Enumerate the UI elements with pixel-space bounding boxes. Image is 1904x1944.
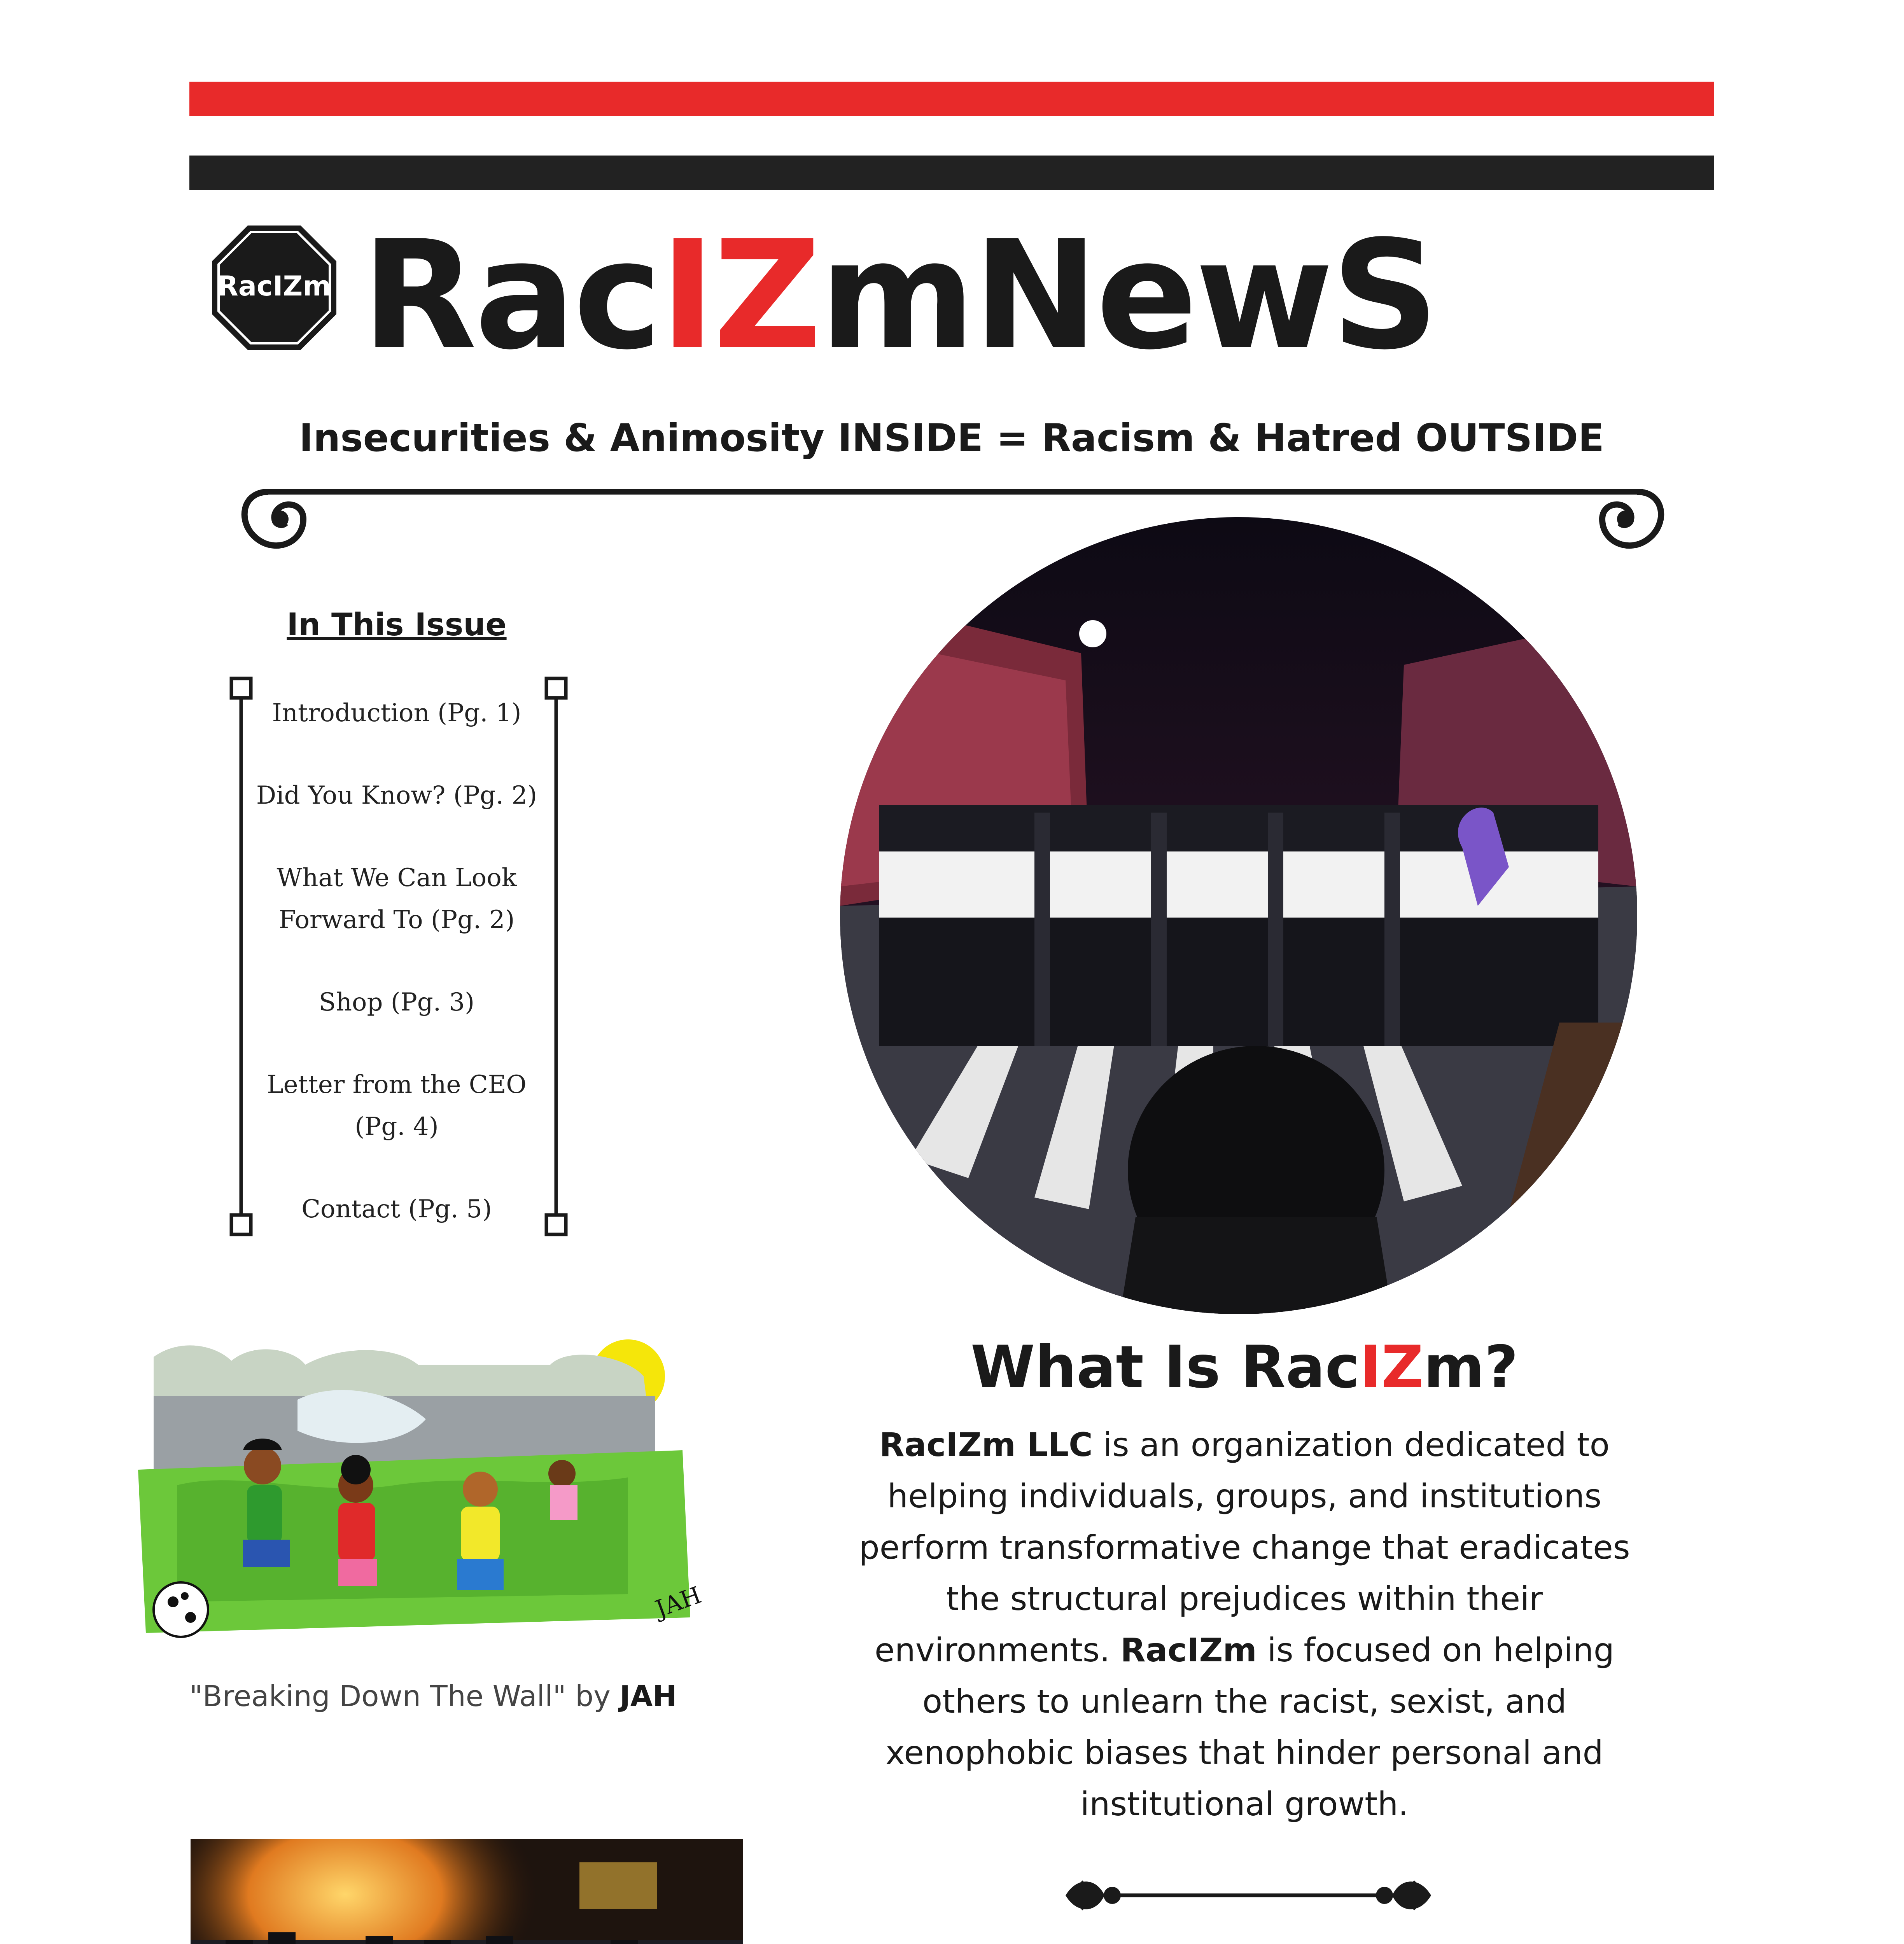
masthead-title — [362, 208, 1437, 383]
toc-heading: In This Issue — [287, 607, 507, 643]
about-paragraph — [848, 1419, 1641, 1830]
masthead-title-accent: IZ — [660, 208, 819, 383]
section-title-part1: What Is Rac — [970, 1334, 1360, 1401]
protest-photo-circle — [840, 517, 1637, 1314]
masthead-title-part1: Rac — [362, 208, 660, 383]
illustration-caption — [189, 1680, 695, 1713]
protest-photo-rect — [191, 1839, 743, 1944]
section-title-accent: IZ — [1360, 1334, 1424, 1401]
top-dark-bar — [189, 156, 1714, 190]
illustration-signature: JAH — [652, 1581, 705, 1623]
about-text-2: is focused on helping others to unlearn the racist, sexist, and xenophobic biases that hinder personal and institutional growth. — [886, 1631, 1615, 1823]
scroll-divider — [233, 476, 1672, 566]
toc-item-shop[interactable]: Shop (Pg. 3) — [318, 988, 475, 1017]
toc-list — [253, 692, 541, 1271]
logo-text: RacIZm — [217, 270, 331, 302]
toc-item-ceo-letter[interactable]: Letter from the CEO (Pg. 4) — [267, 1070, 527, 1141]
caption-author: JAH — [620, 1680, 677, 1713]
section-title-part2: m? — [1423, 1334, 1519, 1401]
caption-prefix: "Breaking Down The Wall" by — [189, 1680, 620, 1713]
breaking-down-the-wall-illustration — [122, 1322, 714, 1664]
toc-item-introduction[interactable]: Introduction (Pg. 1) — [272, 699, 522, 727]
top-red-bar — [189, 82, 1714, 116]
about-text-1: is an organization dedicated to helping individuals, groups, and institutions perform transformative change that eradicates the structural prejudices within their environments. — [859, 1426, 1630, 1669]
masthead-title-part2: mNewS — [819, 208, 1437, 383]
toc-item-did-you-know[interactable]: Did You Know? (Pg. 2) — [256, 781, 537, 810]
toc-item-contact[interactable]: Contact (Pg. 5) — [301, 1195, 492, 1224]
org-name: RacIZm LLC — [879, 1426, 1093, 1464]
toc-item-look-forward[interactable]: What We Can Look Forward To (Pg. 2) — [276, 864, 517, 934]
what-is-racizm-title — [856, 1334, 1633, 1401]
brand-name: RacIZm — [1120, 1631, 1257, 1669]
tagline: Insecurities & Animosity INSIDE = Racism & Hatred OUTSIDE — [299, 416, 1604, 460]
fleur-divider — [1058, 1866, 1439, 1925]
racizm-logo-badge — [210, 224, 338, 352]
